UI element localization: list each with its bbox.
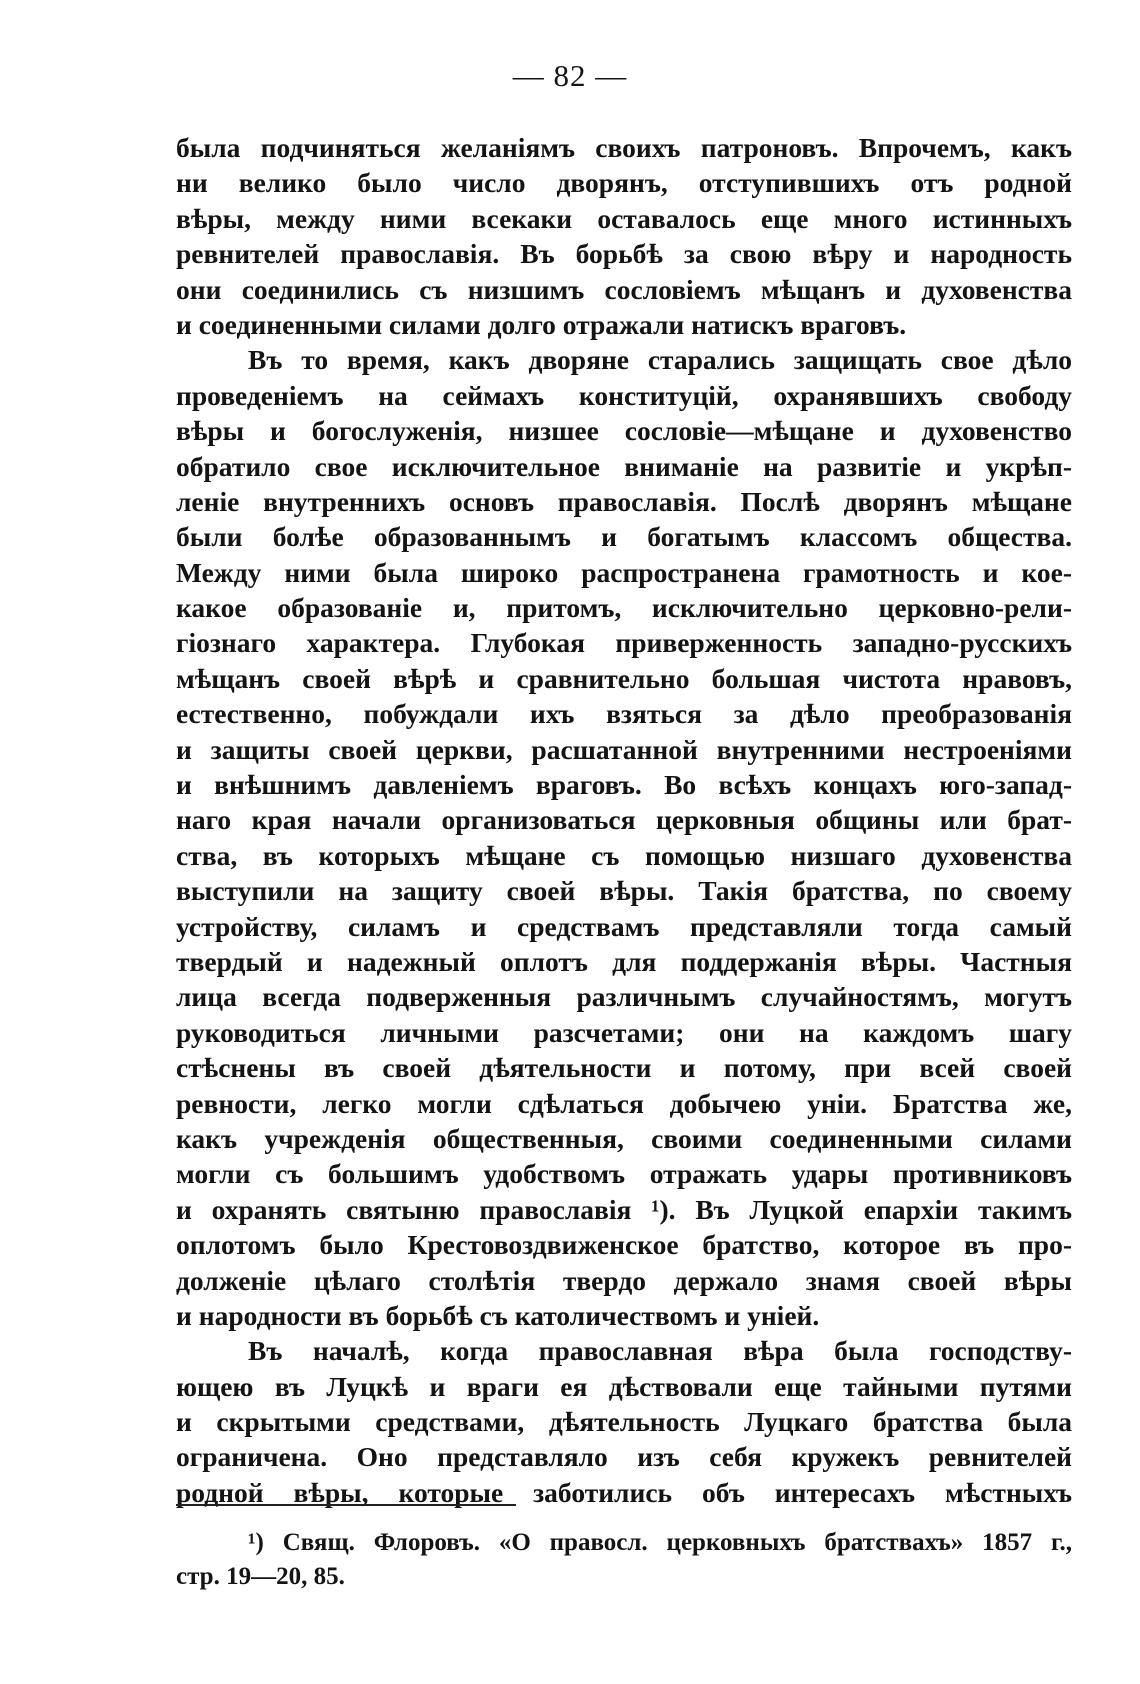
text-line: вѣры, между ними всекаки оставалось еще много истинныхъ [176, 202, 1072, 234]
text-line: и защиты своей церкви, расшатанной внутренними нестроеніями [176, 733, 1072, 765]
text-line: долженіе цѣлаго столѣтія твердо держало знамя своей вѣры [176, 1264, 1072, 1296]
text-line: ограничена. Оно представляло изъ себя кружекъ ревнителей [176, 1441, 1072, 1473]
text-line: выступили на защиту своей вѣры. Такія братства, по своему [176, 875, 1072, 907]
text-line: какое образованіе и, притомъ, исключительно церковно-рели- [176, 592, 1072, 624]
text-line: стѣснены въ своей дѣятельности и потому, при всей своей [176, 1052, 1072, 1084]
text-line: были болѣе образованнымъ и богатымъ классомъ общества. [176, 521, 1072, 553]
text-line: лица всегда подверженныя различнымъ случайностямъ, могутъ [176, 981, 1072, 1013]
text-line: и соединенными силами долго отражали натискъ враговъ. [176, 308, 907, 340]
text-line: ревности, легко могли сдѣлаться добычею уніи. Братства же, [176, 1087, 1072, 1119]
text-line: ства, въ которыхъ мѣщане съ помощью низшаго духовенства [176, 839, 1072, 871]
text-line: Въ началѣ, когда православная вѣра была господству- [248, 1335, 1072, 1367]
text-line: обратило свое исключительное вниманіе на развитіе и укрѣп- [176, 450, 1072, 482]
footnote-line: ¹) Свящ. Флоровъ. «О правосл. церковныхъ братствахъ» 1857 г., [248, 1529, 1072, 1556]
text-line: и скрытыми средствами, дѣятельность Луцкаго братства была [176, 1406, 1072, 1438]
text-line: ющею въ Луцкѣ и враги ея дѣствовали еще тайными путями [176, 1370, 1072, 1402]
text-line: родной вѣры, которые заботились объ интересахъ мѣстныхъ [176, 1476, 1072, 1508]
text-line: какъ учрежденія общественныя, своими соединенными силами [176, 1122, 1072, 1154]
footnotes [176, 1526, 1072, 1594]
footnote-divider [176, 1504, 516, 1506]
body-text [176, 130, 1072, 1510]
text-line: руководиться личными разсчетами; они на каждомъ шагу [176, 1016, 1072, 1048]
text-line: гіознаго характера. Глубокая приверженность западно-русскихъ [176, 627, 1072, 659]
text-line: леніе внутреннихъ основъ православія. Послѣ дворянъ мѣщане [176, 485, 1072, 517]
text-line: проведеніемъ на сеймахъ конституцій, охранявшихъ свободу [176, 379, 1072, 411]
text-line: наго края начали организоваться церковныя общины или брат- [176, 804, 1072, 836]
text-line: оплотомъ было Крестовоздвиженское братство, которое въ про- [176, 1229, 1072, 1261]
text-line: могли съ большимъ удобствомъ отражать удары противниковъ [176, 1158, 1072, 1190]
text-line: Между ними была широко распространена грамотность и кое- [176, 556, 1072, 588]
text-line: вѣры и богослуженія, низшее сословіе—мѣщане и духовенство [176, 415, 1072, 447]
footnote-line: стр. 19—20, 85. [176, 1563, 345, 1590]
text-line: естественно, побуждали ихъ взяться за дѣло преобразованія [176, 698, 1072, 730]
text-line: твердый и надежный оплотъ для поддержанія вѣры. Частныя [176, 945, 1072, 977]
text-line: устройству, силамъ и средствамъ представляли тогда самый [176, 910, 1072, 942]
text-line: они соединились съ низшимъ сословіемъ мѣщанъ и духовенства [176, 273, 1072, 305]
text-line: ревнителей православія. Въ борьбѣ за свою вѣру и народность [176, 238, 1072, 270]
page-number: — 82 — [512, 58, 628, 93]
text-line: мѣщанъ своей вѣрѣ и сравнительно большая чистота нравовъ, [176, 662, 1072, 694]
text-line: Въ то время, какъ дворяне старались защищать свое дѣло [248, 344, 1072, 376]
text-line: ни велико было число дворянъ, отступившихъ отъ родной [176, 167, 1072, 199]
text-line: и внѣшнимъ давленіемъ враговъ. Во всѣхъ концахъ юго-запад- [176, 769, 1072, 801]
text-line: и охранять святыню православія ¹). Въ Луцкой епархіи такимъ [176, 1193, 1072, 1225]
text-line: и народности въ борьбѣ съ католичествомъ и уніей. [176, 1299, 820, 1331]
text-line: была подчиняться желаніямъ своихъ патроновъ. Впрочемъ, какъ [176, 132, 1072, 163]
